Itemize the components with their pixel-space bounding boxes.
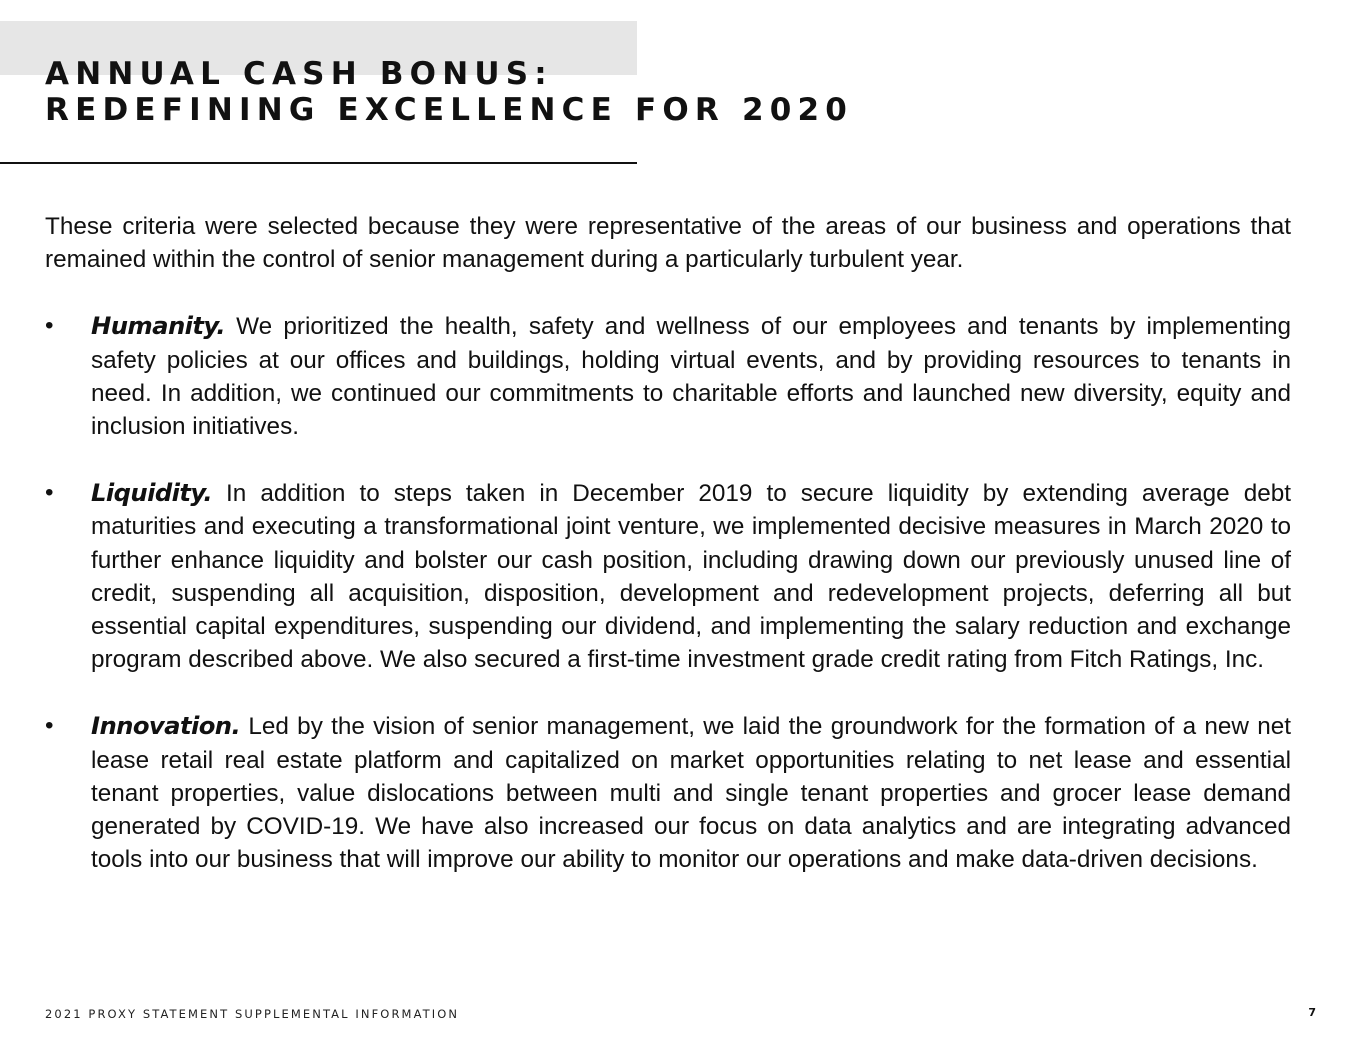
criteria-term-innovation: Innovation. [91,711,241,741]
intro-paragraph: These criteria were selected because they were representative of the areas of our business and operations that remained within the control of senior management during a particularly turbulent year. [45,213,1291,274]
page-title [45,56,853,128]
criteria-text-innovation: Led by the vision of senior management, we laid the groundwork for the formation of a new net lease retail real estate platform and capitalized on market opportunities relating to net lease and essential tenant properties, value dislocations between multi and single tenant properties and grocer lease demand generated by COVID-19. We have also increased our focus on data analytics and are integrating advanced tools into our business that will improve our ability to monitor our operations and make data-driven decisions. [91,713,1291,874]
bullet-icon: • [45,479,54,507]
bullet-icon: • [45,712,54,740]
criteria-item-humanity [45,309,1291,443]
criteria-text-humanity: We prioritized the health, safety and wellness of our employees and tenants by implementing safety policies at our offices and buildings, holding virtual events, and by providing resources to tenants in need. In addition, we continued our commitments to charitable efforts and launched new diversity, equity and inclusion initiatives. [91,313,1291,441]
page-title-line-1: ANNUAL CASH BONUS: [45,56,553,92]
page-number: 7 [1308,1006,1316,1019]
page-title-line-2: REDEFINING EXCELLENCE FOR 2020 [45,92,854,128]
criteria-term-liquidity: Liquidity. [91,478,213,508]
title-divider [0,162,637,164]
criteria-text-liquidity: In addition to steps taken in December 2019 to secure liquidity by extending average debt maturities and executing a transformational joint venture, we implemented decisive measures in March 2020 to further enhance liquidity and bolster our cash position, including drawing down our previously unused line of credit, suspending all acquisition, disposition, development and redevelopment projects, deferring all but essential capital expenditures, suspending our dividend, and implementing the salary reduction and exchange program described above. We also secured a first-time investment grade credit rating from Fitch Ratings, Inc. [91,480,1291,674]
footer-label: 2021 PROXY STATEMENT SUPPLEMENTAL INFORMATION [45,1007,460,1021]
body-content [45,210,1291,909]
bullet-icon: • [45,312,54,340]
criteria-term-humanity: Humanity. [91,311,226,341]
criteria-list [45,309,1291,876]
criteria-item-liquidity [45,476,1291,676]
criteria-item-innovation [45,709,1291,876]
